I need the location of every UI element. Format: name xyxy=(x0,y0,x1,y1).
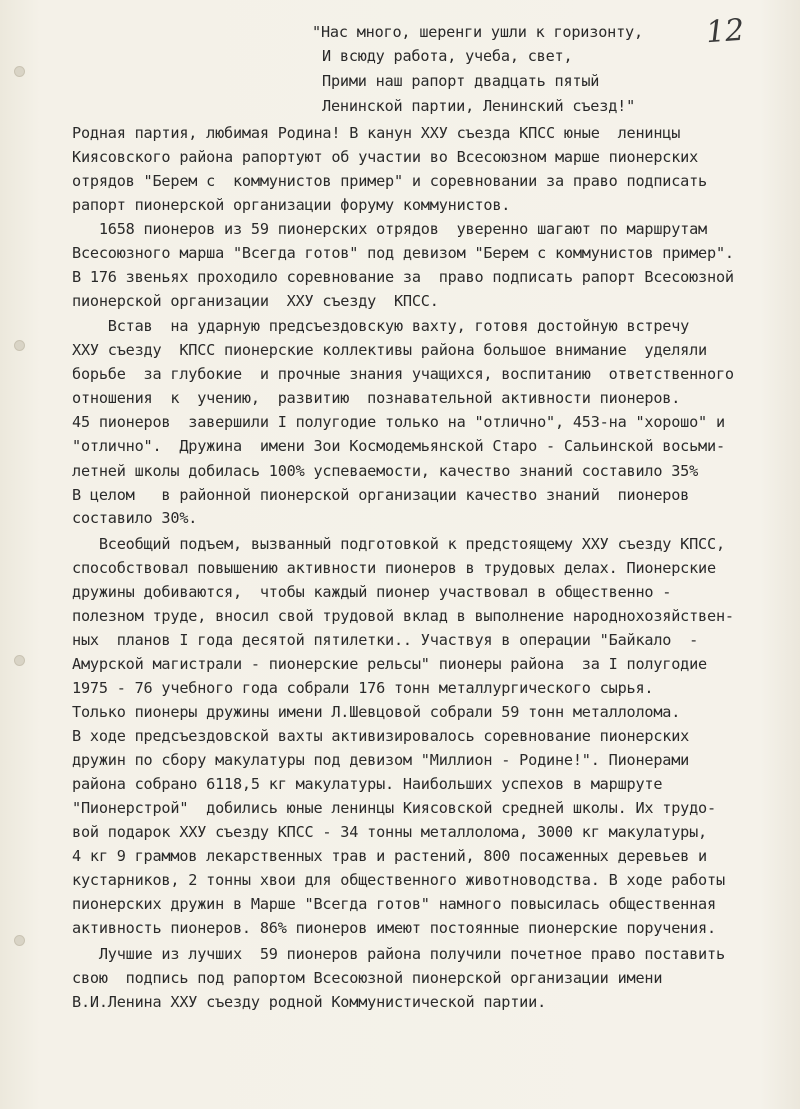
poem-line: И всюду работа, учеба, свет, xyxy=(322,47,573,65)
poem-line: "Нас много, шеренги ушли к горизонту, xyxy=(312,23,643,41)
body-line: района собрано 6118,5 кг макулатуры. Наибольших успехов в маршруте xyxy=(72,775,663,793)
body-line: ных планов I года десятой пятилетки.. Участвуя в операции "Байкало - xyxy=(72,631,699,649)
body-line: борьбе за глубокие и прочные знания учащихся, воспитанию ответственного xyxy=(72,365,734,383)
body-line: Всеобщий подъем, вызванный подготовкой к предстоящему XXУ съезду КПСС, xyxy=(72,535,725,553)
body-line: полезном труде, вносил свой трудовой вклад в выполнение народнохозяйствен- xyxy=(72,607,734,625)
body-line: составило 30%. xyxy=(72,509,198,527)
body-line: свою подпись под рапортом Всесоюзной пионерской организации имени xyxy=(72,969,663,987)
body-line: XXУ съезду КПСС пионерские коллективы района большое внимание уделяли xyxy=(72,341,707,359)
poem-line: Ленинской партии, Ленинский съезд!" xyxy=(322,97,636,115)
handwritten-page-number: 12 xyxy=(704,12,746,51)
body-line: вой подарок XXУ съезду КПСС - 34 тонны металлолома, 3000 кг макулатуры, xyxy=(72,823,707,841)
body-line: Всесоюзного марша "Всегда готов" под девизом "Берем с коммунистов пример". xyxy=(72,244,734,262)
body-line: летней школы добилась 100% успеваемости, качество знаний составило 35% xyxy=(72,462,699,480)
body-line: отношения к учению, развитию познавательной активности пионеров. xyxy=(72,389,681,407)
body-line: отрядов "Берем с коммунистов пример" и соревновании за право подписать xyxy=(72,172,707,190)
body-line: 45 пионеров завершили I полугодие только на "отлично", 453-на "хорошо" и xyxy=(72,413,725,431)
poem-line: Прими наш рапорт двадцать пятый xyxy=(322,72,600,90)
punch-hole-mark xyxy=(14,655,25,666)
body-line: "отлично". Дружина имени Зои Космодемьянской Старо - Сальинской восьми- xyxy=(72,437,725,455)
body-line: 4 кг 9 граммов лекарственных трав и растений, 800 посаженных деревьев и xyxy=(72,847,707,865)
body-line: пионерской организации XXУ съезду КПСС. xyxy=(72,292,439,310)
body-line: Амурской магистрали - пионерские рельсы" пионеры района за I полугодие xyxy=(72,655,707,673)
body-line: В 176 звеньях проходило соревнование за право подписать рапорт Всесоюзной xyxy=(72,268,734,286)
body-line: Киясовского района рапортуют об участии во Всесоюзном марше пионерских xyxy=(72,148,699,166)
body-line: пионерских дружин в Марше "Всегда готов" намного повысилась общественная xyxy=(72,895,716,913)
body-line: В целом в районной пионерской организации качество знаний пионеров xyxy=(72,486,690,504)
body-line: дружин по сбору макулатуры под девизом "Миллион - Родине!". Пионерами xyxy=(72,751,690,769)
body-line: рапорт пионерской организации форуму коммунистов. xyxy=(72,196,511,214)
punch-hole-mark xyxy=(14,66,25,77)
punch-hole-mark xyxy=(14,935,25,946)
body-line: Только пионеры дружины имени Л.Шевцовой собрали 59 тонн металлолома. xyxy=(72,703,681,721)
body-line: Лучшие из лучших 59 пионеров района получили почетное право поставить xyxy=(72,945,725,963)
body-line: 1975 - 76 учебного года собрали 176 тонн металлургического сырья. xyxy=(72,679,654,697)
body-line: Встав на ударную предсъездовскую вахту, готовя достойную встречу xyxy=(72,317,690,335)
body-line: "Пионерстрой" добились юные ленинцы Киясовской средней школы. Их трудо- xyxy=(72,799,716,817)
body-line: кустарников, 2 тонны хвои для общественного животноводства. В ходе работы xyxy=(72,871,725,889)
body-line: Родная партия, любимая Родина! В канун XXУ съезда КПСС юные ленинцы xyxy=(72,124,681,142)
body-line: В ходе предсъездовской вахты активизировалось соревнование пионерских xyxy=(72,727,690,745)
body-line: В.И.Ленина XXУ съезду родной Коммунистической партии. xyxy=(72,993,547,1011)
body-line: активность пионеров. 86% пионеров имеют постоянные пионерские поручения. xyxy=(72,919,716,937)
body-line: дружины добиваются, чтобы каждый пионер участвовал в общественно - xyxy=(72,583,672,601)
body-line: способствовал повышению активности пионеров в трудовых делах. Пионерские xyxy=(72,559,716,577)
body-line: 1658 пионеров из 59 пионерских отрядов уверенно шагают по маршрутам xyxy=(72,220,707,238)
punch-hole-mark xyxy=(14,340,25,351)
